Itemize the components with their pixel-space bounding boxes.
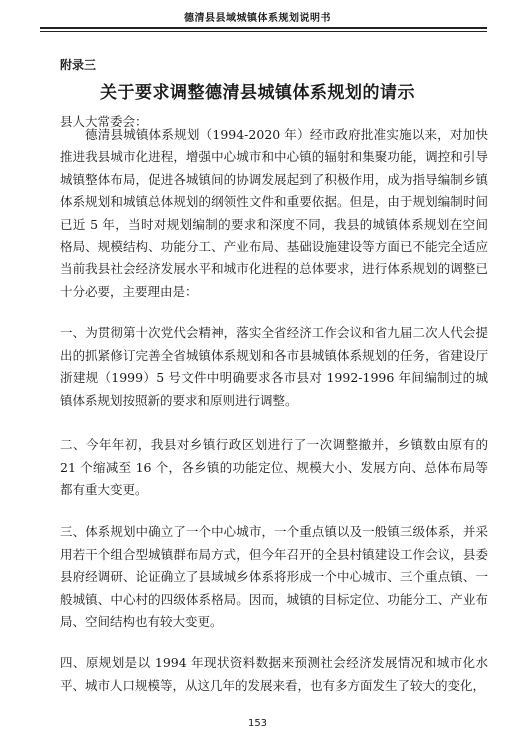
header-rule (40, 27, 487, 29)
appendix-label: 附录三 (60, 58, 97, 72)
salutation: 县人大常委会： (60, 114, 148, 129)
list-item-text: 原规划是以 1994 年现状资料数据来预测社会经济发展情况和城市化水平、城市人口规模等，从这几年的发展来看，也有多方面发生了较大的变化， (60, 655, 488, 693)
running-header: 德清县县域城镇体系规划说明书 (184, 13, 331, 24)
list-item-marker: 四、 (60, 655, 86, 670)
header-rule-thin (40, 31, 487, 32)
intro-paragraph (60, 124, 488, 303)
document-title: 关于要求调整德清县城镇体系规划的请示 (100, 83, 415, 103)
list-item-text: 体系规划中确立了一个中心城市，一个重点镇以及一般镇三级体系，并采用若干个组合型城镇群布局方式，但今年召开的全县村镇建设工作会议，县委县府经调研、论证确立了县域城乡体系将形成一个中心城市、三个重点镇、一般城镇、中心村的四级体系格局。因而，城镇的目标定位、功能分工、产业布局、空间结构也有较大变更。 (60, 524, 488, 630)
intro-text: 德清县城镇体系规划（1994-2020 年）经市政府批准实施以来，对加快推进我县城市化进程，增强中心城市和中心镇的辐射和集聚功能，调控和引导城镇整体布局，促进各城镇间的协调发展起到了积极作用，成为指导编制乡镇体系规划和城镇总体规划的纲领性文件和重要依据。但是，由于规划编制时间已近 5 年，当时对规划编制的要求和深度不同，我县的城镇体系规划在空间格局、规模结构、功能分工、产业布局、基础设施建设等方面已不能完全适应当前我县社会经济发展水平和城市化进程的总体要求，进行体系规划的调整已十分必要，主要理由是： (60, 127, 488, 299)
list-item-4 (60, 652, 488, 697)
list-item-text: 为贯彻第十次党代会精神，落实全省经济工作会议和省九届二次人代会提出的抓紧修订完善全省城镇体系规划和各市县城镇体系规划的任务，省建设厅浙建规（1999）5 号文件中明确要求各市县对 1992-1996 年间编制过的城镇体系规划按照新的要求和原则进行调整。 (60, 325, 488, 408)
list-item-marker: 二、 (60, 437, 86, 452)
list-item-2 (60, 434, 488, 502)
list-item-text: 今年年初，我县对乡镇行政区划进行了一次调整撤并，乡镇数由原有的 21 个缩减至 16 个，各乡镇的功能定位、规模大小、发展方向、总体布局等都有重大变更。 (60, 437, 488, 498)
list-item-marker: 三、 (60, 524, 86, 539)
list-item-marker: 一、 (60, 325, 86, 340)
list-item-3 (60, 521, 488, 634)
list-item-1 (60, 322, 488, 412)
page-number: 153 (247, 718, 268, 729)
